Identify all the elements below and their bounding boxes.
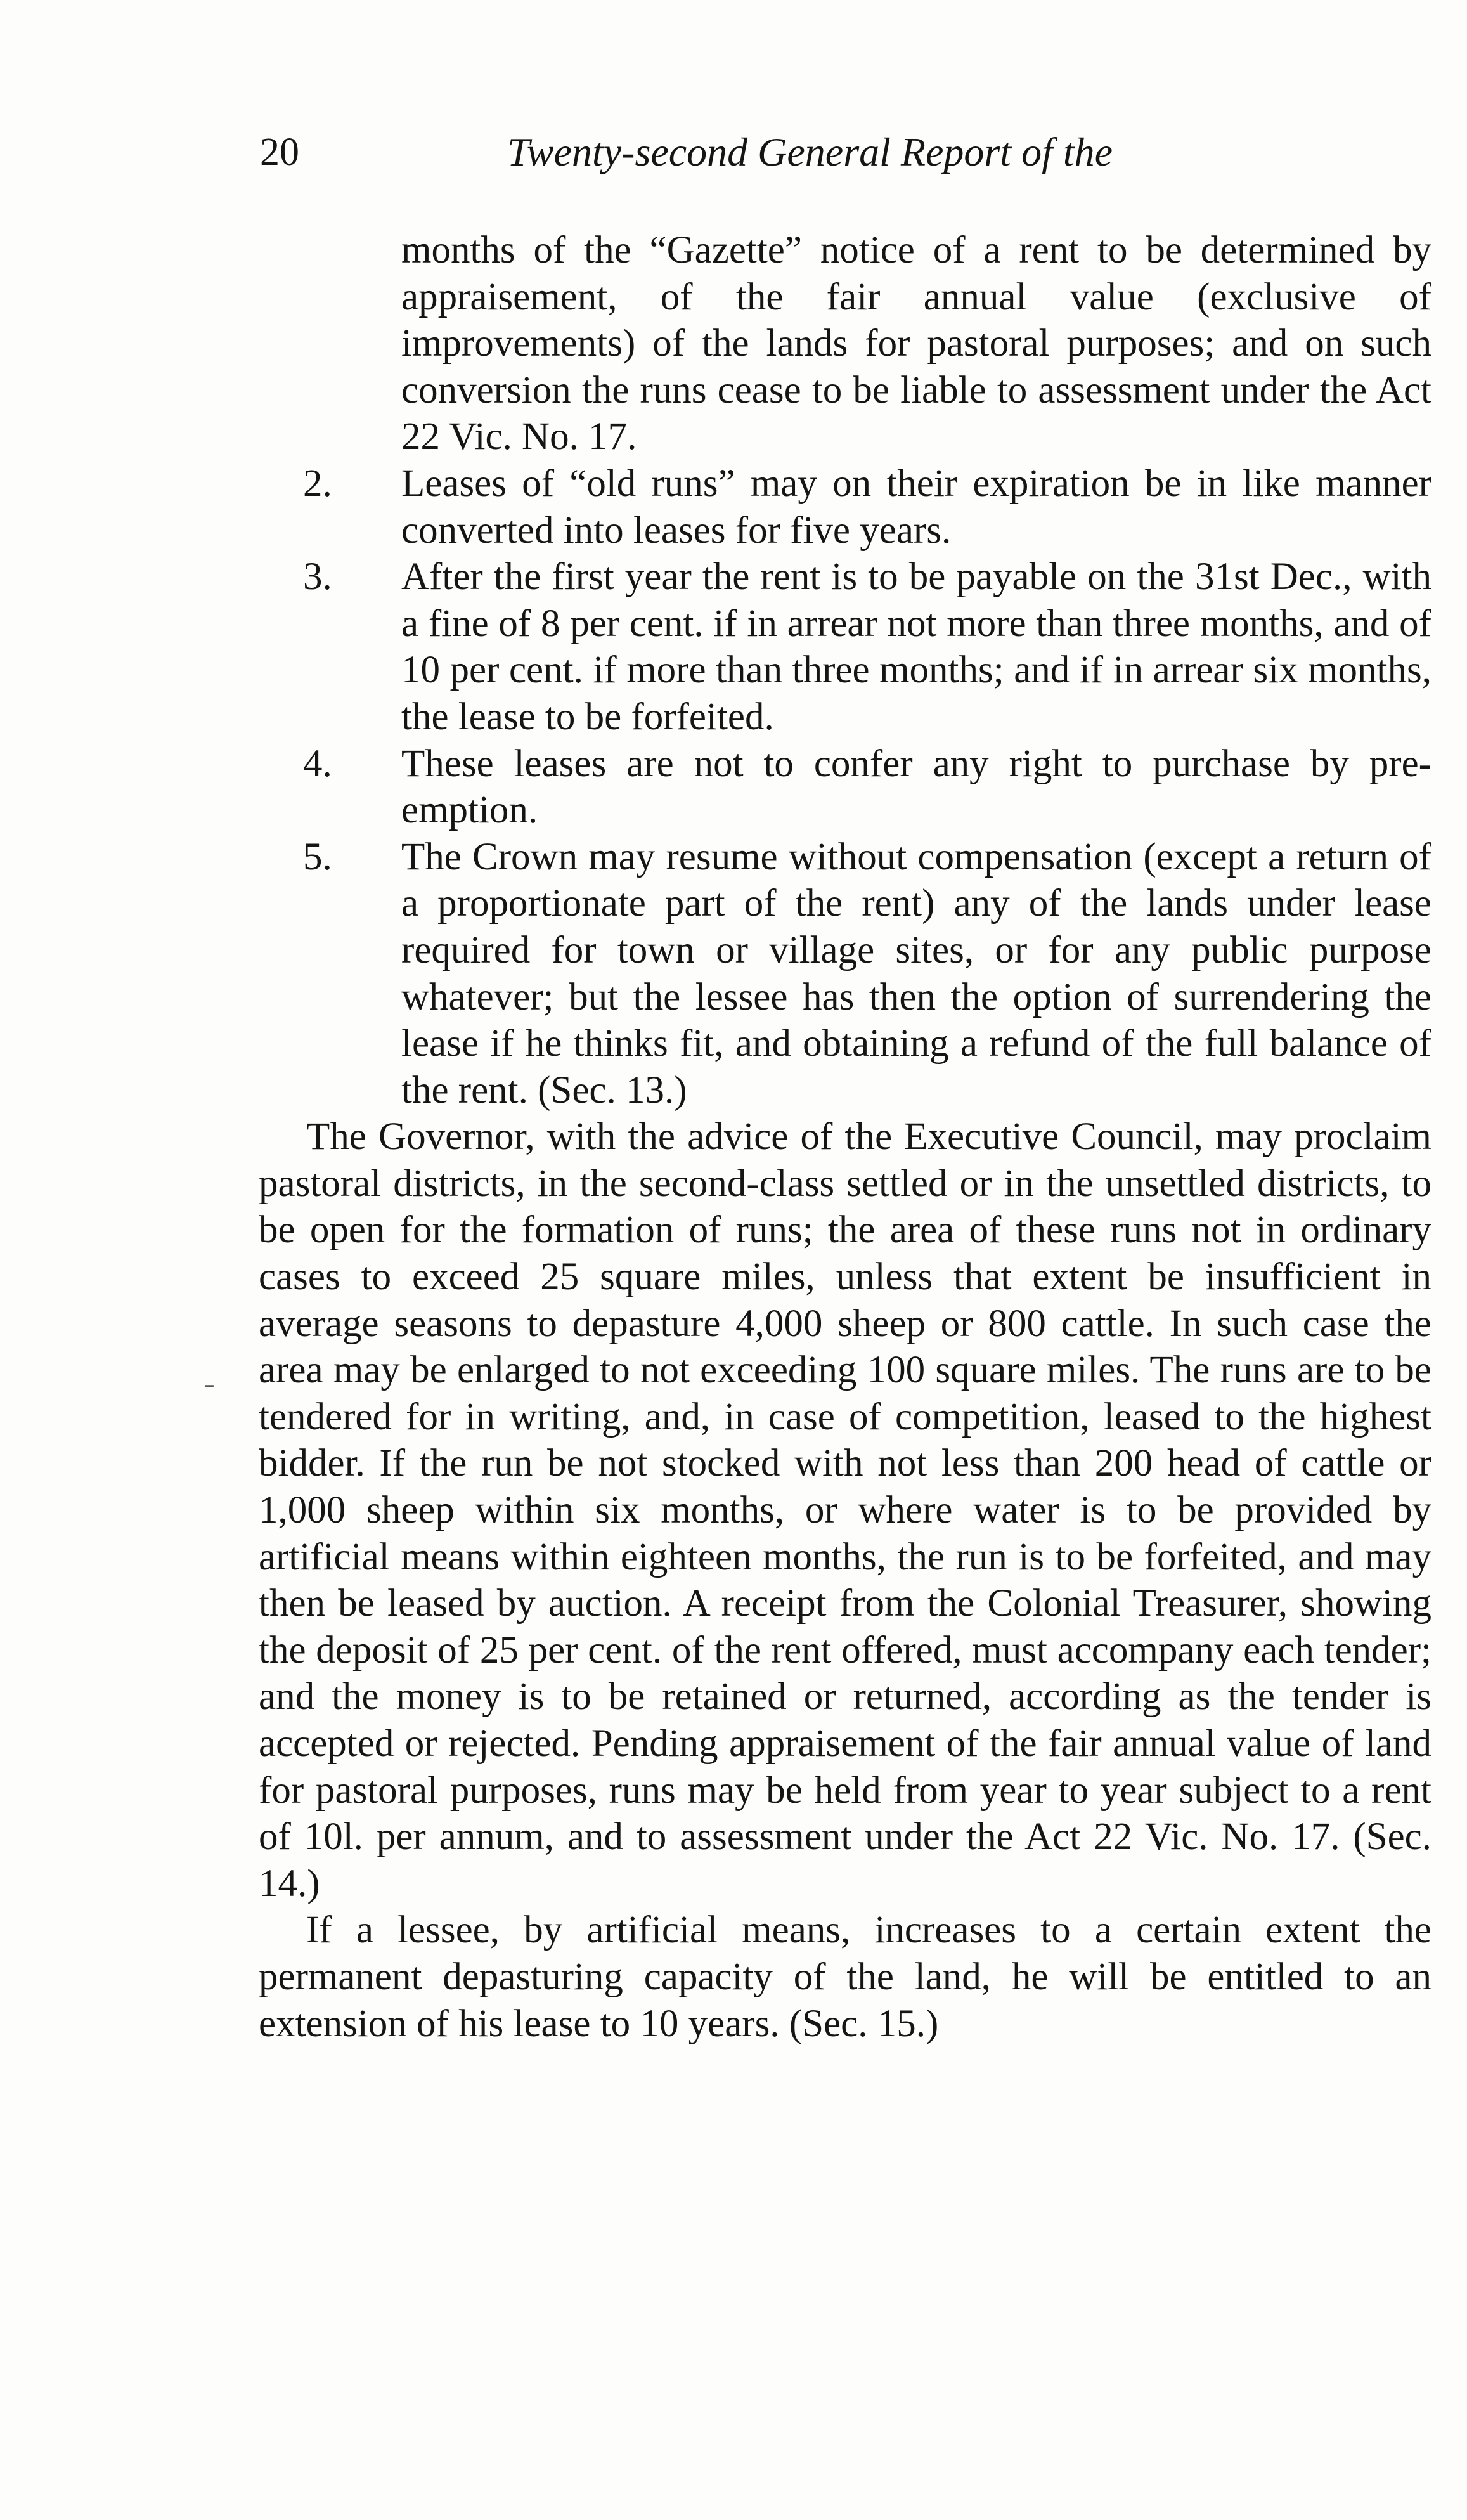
clause-item xyxy=(259,834,1431,1114)
clause-text: After the first year the rent is to be payable on the 31st Dec., with a fine of 8 per cent. if in arrear not more than three months, and of 10 per cent. if more than three months; and if in arrear six months, the lease to be forfeited. xyxy=(401,555,1431,738)
clause-item xyxy=(259,554,1431,740)
paragraph-governor: The Governor, with the advice of the Executive Council, may proclaim pastoral districts, in the second-class settled or in the unsettled districts, to be open for the formation of runs; the area of these runs not in ordinary cases to exceed 25 square miles, unless that extent be insufficient in average seasons to depasture 4,000 sheep or 800 cattle. In such case the area may be enlarged to not exceeding 100 square miles. The runs are to be tendered for in writing, and, in case of competition, leased to the highest bidder. If the run be not stocked with not less than 200 head of cattle or 1,000 sheep within six months, or where water is to be provided by artificial means within eighteen months, the run is to be forfeited, and may then be leased by auction. A receipt from the Colonial Treasurer, showing the deposit of 25 per cent. of the rent offered, must accompany each tender; and the money is to be retained or returned, according as the tender is accepted or rejected. Pending appraisement of the fair annual value of land for pastoral purposes, runs may be held from year to year subject to a rent of 10l. per annum, and to assessment under the Act 22 Vic. No. 17. (Sec. 14.) xyxy=(259,1115,1431,1905)
clause-number: 5. xyxy=(303,835,332,878)
marginal-mark: - xyxy=(204,1365,215,1401)
continued-clause-text: months of the “Gazette” notice of a rent to be determined by appraisement, of the fair annual value (exclusive of improvements) of the lands for pastoral purposes; and on such conversion the runs cease to be liable to assessment under the Act 22 Vic. No. 17. xyxy=(401,229,1431,458)
clause-number: 4. xyxy=(303,742,332,785)
paragraph-lessee: If a lessee, by artificial means, increases to a certain extent the permanent depasturing capacity of the land, he will be entitled to an extension of his lease to 10 years. (Sec. 15.) xyxy=(259,1909,1431,2045)
clause-text: The Crown may resume without compensation (except a return of a proportionate part of the rent) any of the lands under lease required for town or village sites, or for any public purpose whatever; but the lessee has then the option of surrendering the lease if he thinks fit, and obtaining a refund of the full balance of the rent. (Sec. 13.) xyxy=(401,835,1431,1112)
clause-list xyxy=(259,460,1431,1114)
page-number: 20 xyxy=(260,131,299,174)
clause-item xyxy=(259,741,1431,834)
clause-number: 2. xyxy=(303,462,332,505)
clause-text: These leases are not to confer any right to purchase by pre-emption. xyxy=(401,742,1431,832)
running-title: Twenty-second General Report of the xyxy=(507,129,1113,174)
clause-text: Leases of “old runs” may on their expiration be in like manner converted into leases for five years. xyxy=(401,462,1431,552)
body-text xyxy=(259,227,1431,2047)
clause-item xyxy=(259,460,1431,554)
clause-number: 3. xyxy=(303,555,332,599)
page-header xyxy=(260,127,1274,178)
